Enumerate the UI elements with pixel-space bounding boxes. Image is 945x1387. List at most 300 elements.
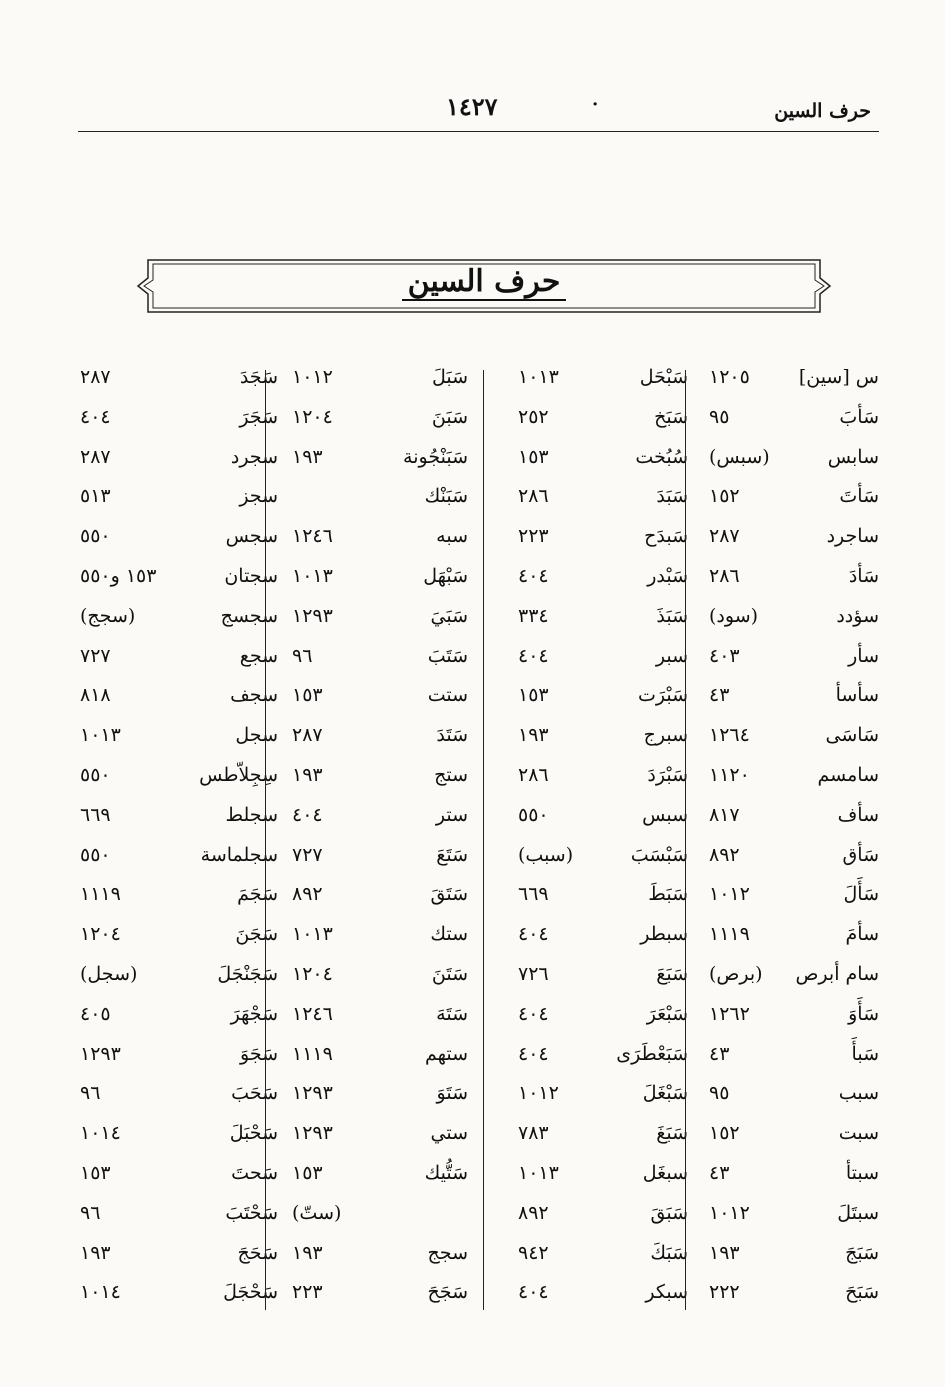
banner-title-text: حرف السين <box>402 264 567 301</box>
entry-word: سجل <box>235 724 278 747</box>
entry-page-ref: (سجل) <box>80 963 138 985</box>
entry-word: سَتَوَ <box>436 1082 468 1105</box>
entry-word: سَحْجَلَ <box>223 1281 278 1304</box>
index-entry <box>78 599 278 639</box>
entry-page-ref: ١١٢٠ <box>709 764 750 786</box>
header-rule <box>78 131 879 132</box>
index-entry <box>488 758 688 798</box>
entry-word: سَبَنْجُونة <box>403 445 468 468</box>
entry-word: سامسم <box>817 764 879 786</box>
entry-word: سبب <box>838 1082 879 1105</box>
entry-page-ref: ٤٠٤ <box>518 1281 549 1304</box>
index-entry <box>488 440 688 480</box>
entry-page-ref: ١٢٠٤ <box>292 963 333 985</box>
entry-word: ستت <box>427 684 468 707</box>
index-entry <box>488 798 688 838</box>
index-entry <box>78 997 278 1037</box>
entry-page-ref: ٣٣٤ <box>518 604 549 627</box>
entry-page-ref: ٤٠٤ <box>518 565 549 587</box>
index-entry <box>268 1236 468 1276</box>
index-entry <box>268 678 468 718</box>
entry-page-ref: ٨٩٢ <box>709 843 740 866</box>
index-entry <box>679 1196 879 1236</box>
entry-page-ref: ٤٠٤ <box>80 405 111 428</box>
entry-word: سُبُخت <box>635 445 688 468</box>
index-entry <box>78 1236 278 1276</box>
entry-page-ref: ٦٦٩ <box>80 803 111 826</box>
entry-word: سَتَدَ <box>436 724 468 747</box>
entry-word: سَجَمَ <box>237 883 278 906</box>
entry-page-ref: ٤٣ <box>709 1162 730 1184</box>
entry-word: سَبدَح <box>644 525 688 548</box>
entry-page-ref: ٧٢٧ <box>80 644 111 667</box>
index-entry <box>679 599 879 639</box>
entry-page-ref: ١٠١٢ <box>709 1201 750 1224</box>
entry-word: سبه <box>436 525 468 548</box>
entry-word: سَأَوَ <box>848 1002 879 1025</box>
entry-word: سَبَعَ <box>656 963 688 985</box>
entry-word: سَبَجَ <box>845 1241 879 1264</box>
entry-word: سَبَدَ <box>656 485 688 508</box>
entry-word: ستر <box>435 803 468 826</box>
entry-page-ref: ٤٠٥ <box>80 1002 111 1025</box>
index-entry <box>679 559 879 599</box>
entry-page-ref: ٩٤٢ <box>518 1241 549 1264</box>
entry-word: سَبْرَدَ <box>647 764 688 786</box>
index-entry <box>78 559 278 599</box>
entry-word: سَتُّيك <box>424 1162 468 1184</box>
entry-page-ref: ١٠١٣ <box>292 565 333 587</box>
entry-page-ref: ٩٥ <box>709 1082 730 1105</box>
column-divider <box>483 370 484 1310</box>
entry-word: سَأَلَ <box>843 883 879 906</box>
entry-page-ref: ٢٢٣ <box>292 1281 323 1304</box>
index-entry <box>268 917 468 957</box>
index-entry <box>268 758 468 798</box>
index-entry <box>679 1116 879 1156</box>
index-entry <box>268 1196 468 1236</box>
entry-page-ref: (ستّ) <box>292 1201 342 1224</box>
entry-word: س [سين] <box>798 366 879 388</box>
entry-page-ref: ١٢٠٥ <box>709 366 750 388</box>
entry-word: سَجَحَ <box>427 1281 468 1304</box>
entry-page-ref: ٤٠٤ <box>518 1002 549 1025</box>
index-entry <box>488 1076 688 1116</box>
entry-word: سَبَطَ <box>648 883 688 906</box>
index-entry <box>78 838 278 878</box>
entry-word: سجتان <box>224 565 278 587</box>
entry-page-ref: ١٢٩٣ <box>292 1122 333 1145</box>
index-entry <box>679 957 879 997</box>
entry-word: سَبأَ <box>851 1042 879 1065</box>
entry-page-ref: ٥٥٠ <box>80 525 111 548</box>
entry-page-ref: ١٠١٣ <box>518 366 559 388</box>
index-entry <box>268 957 468 997</box>
entry-page-ref: ٥١٣ <box>80 485 111 508</box>
entry-page-ref: ٢٢٢ <box>709 1281 740 1304</box>
index-entry <box>488 838 688 878</box>
entry-page-ref: ٤٠٤ <box>518 644 549 667</box>
entry-page-ref: ٨١٨ <box>80 684 111 707</box>
index-entry <box>268 798 468 838</box>
entry-page-ref: ١٢٩٣ <box>80 1042 121 1065</box>
entry-word: سجلط <box>225 803 278 826</box>
entry-page-ref: ١٠١٣ <box>292 923 333 946</box>
entry-word: سبكر <box>645 1281 688 1304</box>
entry-word: سَبْعَرَ <box>646 1002 688 1025</box>
index-entry <box>268 718 468 758</box>
index-entry <box>488 957 688 997</box>
entry-page-ref: ٩٦ <box>80 1082 101 1105</box>
index-entry <box>268 838 468 878</box>
entry-page-ref: ١٠١٤ <box>80 1122 121 1145</box>
entry-word: ستي <box>430 1122 468 1145</box>
entry-page-ref: ١١١٩ <box>709 923 750 946</box>
entry-word: سَأبَ <box>839 405 879 428</box>
index-entry <box>268 1116 468 1156</box>
entry-page-ref: ١٠١٢ <box>518 1082 559 1105</box>
index-entry <box>488 519 688 559</box>
page-header <box>78 92 879 132</box>
entry-word: سَأق <box>842 843 879 866</box>
index-entry <box>78 1196 278 1236</box>
entry-word: سجز <box>239 485 278 508</box>
index-entry <box>488 559 688 599</box>
index-entry <box>679 718 879 758</box>
entry-word: سَحَبَ <box>231 1082 278 1105</box>
entry-word: سجج <box>427 1241 468 1264</box>
entry-word: سَبَخ <box>654 405 688 428</box>
entry-page-ref: ١١١٩ <box>292 1042 333 1065</box>
entry-page-ref: (سبس) <box>709 445 770 468</box>
index-entry <box>679 519 879 559</box>
index-entry <box>268 877 468 917</box>
index-entry <box>679 917 879 957</box>
entry-page-ref: ٤٠٤ <box>292 803 323 826</box>
index-entry <box>268 440 468 480</box>
entry-page-ref: ٨٩٢ <box>518 1201 549 1224</box>
entry-page-ref: (سجج) <box>80 604 136 627</box>
entry-page-ref: ٦٦٩ <box>518 883 549 906</box>
entry-page-ref: ٢٨٧ <box>80 366 111 388</box>
entry-page-ref: ١٥٣ <box>518 445 549 468</box>
index-entry <box>268 479 468 519</box>
entry-page-ref: ١٢٩٣ <box>292 1082 333 1105</box>
index-entry <box>78 360 278 400</box>
index-entry <box>679 400 879 440</box>
index-entry <box>268 400 468 440</box>
entry-page-ref: ١٢٠٤ <box>292 405 333 428</box>
entry-word: سَتَعَ <box>436 843 468 866</box>
entry-word: سِجِلاّطس <box>199 764 278 786</box>
entry-word: سَبَنْك <box>424 485 468 508</box>
index-entry <box>488 639 688 679</box>
entry-page-ref: ١٢٦٤ <box>709 724 750 747</box>
entry-word: ساجرد <box>826 525 879 548</box>
entry-word: سَبَعْطَرَى <box>616 1042 688 1065</box>
entry-page-ref: ٤٣ <box>709 684 730 707</box>
entry-page-ref: ٧٢٦ <box>518 963 549 985</box>
index-entry <box>488 917 688 957</box>
index-entry <box>679 758 879 798</box>
entry-page-ref: ٧٨٣ <box>518 1122 549 1145</box>
page-number: ١٤٢٧ <box>446 92 498 121</box>
entry-word: سَتَقَ <box>430 883 468 906</box>
entry-word: سَبَنَ <box>431 405 468 428</box>
entry-word: سَبْدر <box>647 565 688 587</box>
entry-word: سَبَكَ <box>650 1241 688 1264</box>
index-entry <box>488 479 688 519</box>
entry-word: سبر <box>655 644 688 667</box>
entry-word: سجلماسة <box>200 843 278 866</box>
index-entry <box>268 559 468 599</box>
entry-page-ref: ٨٩٢ <box>292 883 323 906</box>
entry-page-ref: ١٥٣ و٥٥٠ <box>80 565 157 587</box>
index-entry <box>78 639 278 679</box>
entry-word: سابس <box>827 445 879 468</box>
index-entry <box>488 718 688 758</box>
entry-word: سبرج <box>643 724 688 747</box>
entry-page-ref: (سبب) <box>518 843 574 866</box>
entry-page-ref: ٥٥٠ <box>80 843 111 866</box>
entry-page-ref: ١٩٣ <box>292 1241 323 1264</box>
entry-page-ref: ٧٢٧ <box>292 843 323 866</box>
entry-page-ref: ٤٠٤ <box>518 923 549 946</box>
entry-page-ref: ١٩٣ <box>518 724 549 747</box>
header-dot: · <box>592 94 599 115</box>
entry-word: ستك <box>430 923 468 946</box>
entry-word: سبت <box>838 1122 879 1145</box>
entry-word: سبطر <box>640 923 688 946</box>
entry-page-ref: ٢٨٦ <box>709 565 740 587</box>
entry-page-ref: ١٥٣ <box>292 684 323 707</box>
index-entry <box>78 400 278 440</box>
entry-page-ref: ١٩٣ <box>292 764 323 786</box>
column-divider <box>685 370 686 1310</box>
entry-page-ref: ١٢٤٦ <box>292 1002 333 1025</box>
entry-page-ref: (سود) <box>709 604 759 627</box>
index-entry <box>679 1037 879 1077</box>
entry-page-ref: ١٠١٣ <box>518 1162 559 1184</box>
entry-word: سَجَنَ <box>235 923 278 946</box>
entry-word: سَجْهَرَ <box>230 1002 278 1025</box>
entry-page-ref: ١٩٣ <box>80 1241 111 1264</box>
entry-page-ref: ٢٨٧ <box>80 445 111 468</box>
entry-word: سأر <box>848 644 879 667</box>
index-entry <box>488 599 688 639</box>
entry-word: سَجَنْجَلَ <box>217 963 278 985</box>
entry-page-ref: ١٠١٢ <box>292 366 333 388</box>
entry-page-ref: (برص) <box>709 963 763 985</box>
entry-page-ref: ١٩٣ <box>292 445 323 468</box>
entry-word: سَبْهَل <box>423 565 468 587</box>
entry-word: سأمَ <box>845 923 879 946</box>
index-entry <box>268 599 468 639</box>
entry-page-ref: ١٠١٣ <box>80 724 121 747</box>
entry-page-ref: ٢٥٢ <box>518 405 549 428</box>
index-entry <box>488 997 688 1037</box>
index-entry <box>78 957 278 997</box>
index-entry <box>488 1236 688 1276</box>
entry-word: سأف <box>837 803 879 826</box>
entry-word: سَحَجَ <box>237 1241 278 1264</box>
index-column-4 <box>78 360 278 1305</box>
entry-word: سَبْسَبَ <box>630 843 688 866</box>
index-entry <box>679 1076 879 1116</box>
entry-page-ref: ١٥٢ <box>709 485 740 508</box>
entry-page-ref: ١١١٩ <box>80 883 121 906</box>
index-entry <box>268 997 468 1037</box>
index-column-3 <box>268 360 468 1305</box>
entry-word: سَبْحَل <box>639 366 688 388</box>
index-entry <box>679 1275 879 1315</box>
entry-word: سَحْتَبَ <box>225 1201 278 1224</box>
entry-page-ref: ٢٨٦ <box>518 764 549 786</box>
entry-word: سَحْبَلَ <box>229 1122 278 1145</box>
entry-page-ref: ١٥٣ <box>292 1162 323 1184</box>
entry-word: سبس <box>642 803 688 826</box>
index-entry <box>679 798 879 838</box>
entry-page-ref: ٥٥٠ <box>518 803 549 826</box>
entry-page-ref: ١٩٣ <box>709 1241 740 1264</box>
entry-word: سجرد <box>230 445 278 468</box>
entry-page-ref: ٤٠٣ <box>709 644 740 667</box>
index-entry <box>488 1196 688 1236</box>
index-entry <box>679 639 879 679</box>
index-entry <box>488 877 688 917</box>
entry-word: سَبَلَ <box>431 366 468 388</box>
entry-word: سام أبرص <box>795 963 879 985</box>
index-entry <box>268 1076 468 1116</box>
entry-page-ref: ١٥٢ <box>709 1122 740 1145</box>
index-entry <box>268 360 468 400</box>
entry-page-ref: ٩٦ <box>80 1201 101 1224</box>
entry-word: سجف <box>230 684 278 707</box>
entry-word: سجس <box>225 525 278 548</box>
entry-word: سَجَوَ <box>240 1042 278 1065</box>
entry-page-ref: ٩٥ <box>709 405 730 428</box>
entry-page-ref: ١٠١٢ <box>709 883 750 906</box>
entry-word: ستج <box>434 764 468 786</box>
entry-word: سَبْرَت <box>637 684 688 707</box>
entry-page-ref: ١٥٣ <box>518 684 549 707</box>
index-entry <box>488 1275 688 1315</box>
index-entry <box>78 1116 278 1156</box>
index-entry <box>268 1156 468 1196</box>
index-entry <box>488 678 688 718</box>
entry-word: سجع <box>239 644 278 667</box>
index-entry <box>488 400 688 440</box>
index-entry <box>679 997 879 1037</box>
entry-page-ref: ٥٥٠ <box>80 764 111 786</box>
entry-page-ref: ١٢٩٣ <box>292 604 333 627</box>
entry-page-ref: ٢٨٧ <box>709 525 740 548</box>
index-entry <box>78 1037 278 1077</box>
entry-word: سَجَدَ <box>239 366 278 388</box>
index-entry <box>78 519 278 559</box>
index-entry <box>679 678 879 718</box>
entry-page-ref: ١٥٣ <box>80 1162 111 1184</box>
index-grid <box>78 360 879 1305</box>
index-entry <box>679 1156 879 1196</box>
entry-word: سَبْغَلَ <box>642 1082 688 1105</box>
entry-page-ref: ٢٨٧ <box>292 724 323 747</box>
index-entry <box>78 758 278 798</box>
entry-word: سؤدد <box>836 604 879 627</box>
index-entry <box>78 440 278 480</box>
entry-word: سَاسَى <box>825 724 879 747</box>
banner-title <box>134 264 834 299</box>
index-entry <box>268 1275 468 1315</box>
index-entry <box>679 479 879 519</box>
entry-word: سَبَقَ <box>650 1201 688 1224</box>
entry-page-ref: ٤٣ <box>709 1042 730 1065</box>
index-entry <box>78 1076 278 1116</box>
entry-word: سَأدَ <box>848 565 879 587</box>
index-entry <box>679 440 879 480</box>
entry-word: سأسأ <box>835 684 879 707</box>
index-column-1 <box>679 360 879 1305</box>
entry-word: سَأتَ <box>839 485 879 508</box>
entry-word: سبتأ <box>845 1162 879 1184</box>
entry-page-ref: ٤٠٤ <box>518 1042 549 1065</box>
entry-page-ref: ١٢٠٤ <box>80 923 121 946</box>
index-entry <box>78 718 278 758</box>
entry-word: ستهم <box>424 1042 468 1065</box>
entry-page-ref: ٨١٧ <box>709 803 740 826</box>
index-entry <box>488 1156 688 1196</box>
entry-word: سَتَهَ <box>436 1002 468 1025</box>
index-entry <box>679 1236 879 1276</box>
entry-word: سبتَلَ <box>837 1201 879 1224</box>
index-entry <box>679 877 879 917</box>
entry-page-ref: ١٢٦٢ <box>709 1002 750 1025</box>
index-entry <box>78 479 278 519</box>
entry-word: سَبَذَ <box>656 604 688 627</box>
entry-page-ref: ١٢٤٦ <box>292 525 333 548</box>
entry-word: سَجَرَ <box>239 405 278 428</box>
index-entry <box>78 917 278 957</box>
running-section-title: حرف السين <box>774 100 871 122</box>
index-entry <box>268 519 468 559</box>
entry-page-ref: ٢٨٦ <box>518 485 549 508</box>
entry-word: سبغَل <box>642 1162 688 1184</box>
index-entry <box>268 639 468 679</box>
entry-word: سَحتَ <box>231 1162 278 1184</box>
index-entry <box>78 678 278 718</box>
index-entry <box>488 1116 688 1156</box>
index-column-2 <box>488 360 688 1305</box>
index-entry <box>78 877 278 917</box>
entry-word: سجسج <box>220 604 278 627</box>
index-entry <box>679 838 879 878</box>
index-entry <box>488 360 688 400</box>
entry-page-ref: ٩٦ <box>292 644 313 667</box>
index-entry <box>78 798 278 838</box>
index-entry <box>488 1037 688 1077</box>
index-entry <box>78 1275 278 1315</box>
entry-page-ref: ٢٢٣ <box>518 525 549 548</box>
section-banner <box>134 258 834 314</box>
entry-page-ref: ١٠١٤ <box>80 1281 121 1304</box>
entry-word: سَتَبَ <box>427 644 468 667</box>
entry-word: سَتَنَ <box>431 963 468 985</box>
entry-word: سَبَغَ <box>656 1122 688 1145</box>
column-divider <box>265 370 266 1310</box>
index-entry <box>679 360 879 400</box>
entry-word: سَبَحَ <box>845 1281 879 1304</box>
entry-word: سَبَيَ <box>430 604 468 627</box>
